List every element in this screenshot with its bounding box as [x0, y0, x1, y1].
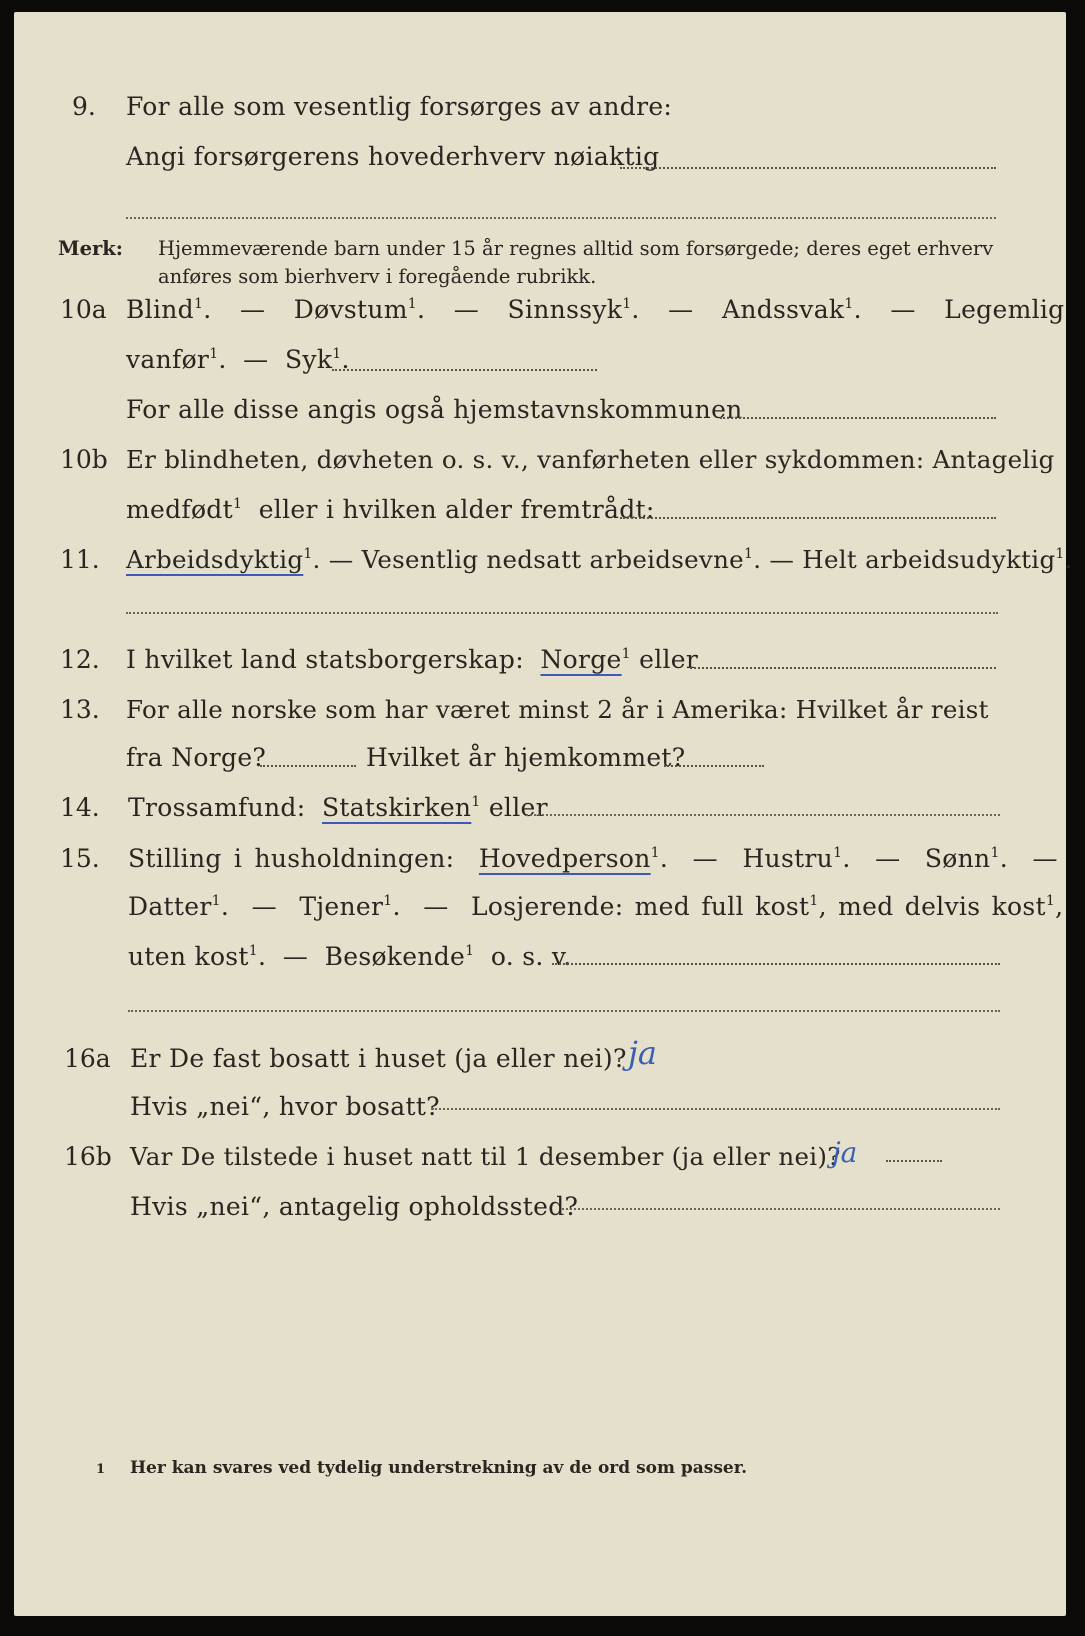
q10a-line2: vanfør$^1$. — Syk$^1$.: [126, 345, 350, 374]
q16b-number: 16b: [64, 1142, 112, 1171]
q10b-alder-field[interactable]: [620, 517, 996, 519]
q16a-line1: Er De fast bosatt i huset (ja eller nei)?: [130, 1044, 627, 1073]
q13-line2a: fra Norge?: [126, 743, 267, 772]
q15-line1: Stilling i husholdningen: Hovedperson$^1$. — Hustru$^1$. — Sønn$^1$. —: [128, 844, 1058, 873]
q15-losjerende[interactable]: Losjerende: med full kost: [471, 892, 810, 921]
q10a-syk-field[interactable]: [332, 369, 597, 371]
q10a-dovstum[interactable]: Døvstum: [293, 295, 408, 324]
q16a-line2: Hvis „nei“, hvor bosatt?: [130, 1092, 440, 1121]
q10a-line3: For alle disse angis også hjemstavnskommunen: [126, 395, 743, 424]
q9-line1: For alle som vesentlig forsørges av andre:: [126, 92, 673, 121]
q11-nedsatt[interactable]: Vesentlig nedsatt arbeidsevne: [361, 545, 744, 574]
q10b-line2: medfødt$^1$ eller i hvilken alder fremtrådt:: [126, 495, 655, 524]
merk-line2: anføres som bierhverv i foregående rubrikk.: [158, 265, 597, 288]
q16b-line1: Var De tilstede i huset natt til 1 desember (ja eller nei)?: [130, 1142, 841, 1171]
q14-number: 14.: [60, 793, 100, 822]
footnote-mark: 1: [96, 1462, 106, 1477]
q10a-kommune-field[interactable]: [720, 417, 996, 419]
q10b-number: 10b: [60, 445, 108, 474]
q16b-handwritten-answer[interactable]: ja: [832, 1136, 858, 1169]
q15-uten[interactable]: uten kost: [128, 942, 249, 971]
q10b-line1: Er blindheten, døvheten o. s. v., vanførheten eller sykdommen: Antagelig: [126, 445, 1055, 474]
q12-norge[interactable]: Norge: [540, 645, 622, 674]
q16b-line2: Hvis „nei“, antagelig opholdssted?: [130, 1192, 579, 1221]
q15-line3: uten kost$^1$. — Besøkende$^1$ o. s. v.: [128, 942, 572, 971]
q9-answer-field[interactable]: [620, 167, 996, 169]
q15-delvis[interactable]: med delvis kost: [838, 892, 1046, 921]
q12-number: 12.: [60, 645, 100, 674]
q10a-blind[interactable]: Blind: [126, 295, 194, 324]
q10a-legemlig[interactable]: Legemlig: [944, 295, 1065, 324]
q13-line1: For alle norske som har været minst 2 år i Amerika: Hvilket år reist: [126, 695, 989, 724]
q10a-line1: Blind$^1$. — Døvstum$^1$. — Sinnssyk$^1$. — Andssvak$^1$. — Legemlig: [126, 295, 1065, 324]
q10a-syk[interactable]: Syk: [284, 345, 333, 374]
q16b-opholdssted-field[interactable]: [562, 1208, 1000, 1210]
q9-answer-line2[interactable]: [126, 217, 996, 219]
q15-field[interactable]: [552, 963, 1000, 965]
q14-field[interactable]: [526, 814, 1000, 816]
q15-tjener[interactable]: Tjener: [299, 892, 384, 921]
q15-hustru[interactable]: Hustru: [742, 844, 834, 873]
q15-sonn[interactable]: Sønn: [924, 844, 991, 873]
q15-line2: Datter$^1$. — Tjener$^1$. — Losjerende: med full kost$^1$, med delvis kost$^1$,: [128, 892, 1064, 921]
census-form-page: [14, 12, 1073, 1616]
q10b-medfodt[interactable]: medfødt: [126, 495, 233, 524]
q13-hjemkommet-field[interactable]: [664, 765, 764, 767]
q13-line2b: Hvilket år hjemkommet?: [366, 743, 686, 772]
q15-hovedperson[interactable]: Hovedperson: [478, 844, 651, 873]
q14-statskirken[interactable]: Statskirken: [321, 793, 472, 822]
q13-number: 13.: [60, 695, 100, 724]
q15-besokende[interactable]: Besøkende: [324, 942, 466, 971]
q9-number: 9.: [72, 92, 96, 121]
q11-line: Arbeidsdyktig$^1$. — Vesentlig nedsatt arbeidsevne$^1$. — Helt arbeidsudyktig$^1$.: [126, 545, 1073, 574]
q15-number: 15.: [60, 844, 100, 873]
merk-line1: Hjemmeværende barn under 15 år regnes alltid som forsørgede; deres eget erhverv: [158, 237, 994, 260]
q16a-handwritten-answer[interactable]: ja: [628, 1034, 657, 1072]
q16b-field-tail[interactable]: [886, 1160, 942, 1162]
merk-label: Merk:: [58, 237, 123, 260]
q10a-sinnssyk[interactable]: Sinnssyk: [507, 295, 623, 324]
q15-answer-line[interactable]: [128, 1010, 1000, 1012]
q11-arbeidsdyktig[interactable]: Arbeidsdyktig: [126, 545, 304, 574]
q10a-vanfor[interactable]: vanfør: [126, 345, 210, 374]
q16a-bosatt-field[interactable]: [432, 1108, 1000, 1110]
q13-reist-field[interactable]: [260, 765, 356, 767]
footnote-text: Her kan svares ved tydelig understrekning av de ord som passer.: [130, 1458, 748, 1478]
q10a-andssvak[interactable]: Andssvak: [721, 295, 845, 324]
q15-datter[interactable]: Datter: [128, 892, 212, 921]
q12-land-field[interactable]: [690, 667, 996, 669]
q11-number: 11.: [60, 545, 100, 574]
q9-line2: Angi forsørgerens hovederhverv nøiaktig: [126, 142, 660, 171]
q10a-number: 10a: [60, 295, 107, 324]
q11-udyktig[interactable]: Helt arbeidsudyktig: [802, 545, 1056, 574]
q11-answer-line[interactable]: [126, 612, 998, 614]
q16a-number: 16a: [64, 1044, 111, 1073]
q14-line: Trossamfund: Statskirken$^1$ eller: [128, 793, 548, 822]
q12-line: I hvilket land statsborgerskap: Norge$^1$ eller: [126, 645, 699, 674]
